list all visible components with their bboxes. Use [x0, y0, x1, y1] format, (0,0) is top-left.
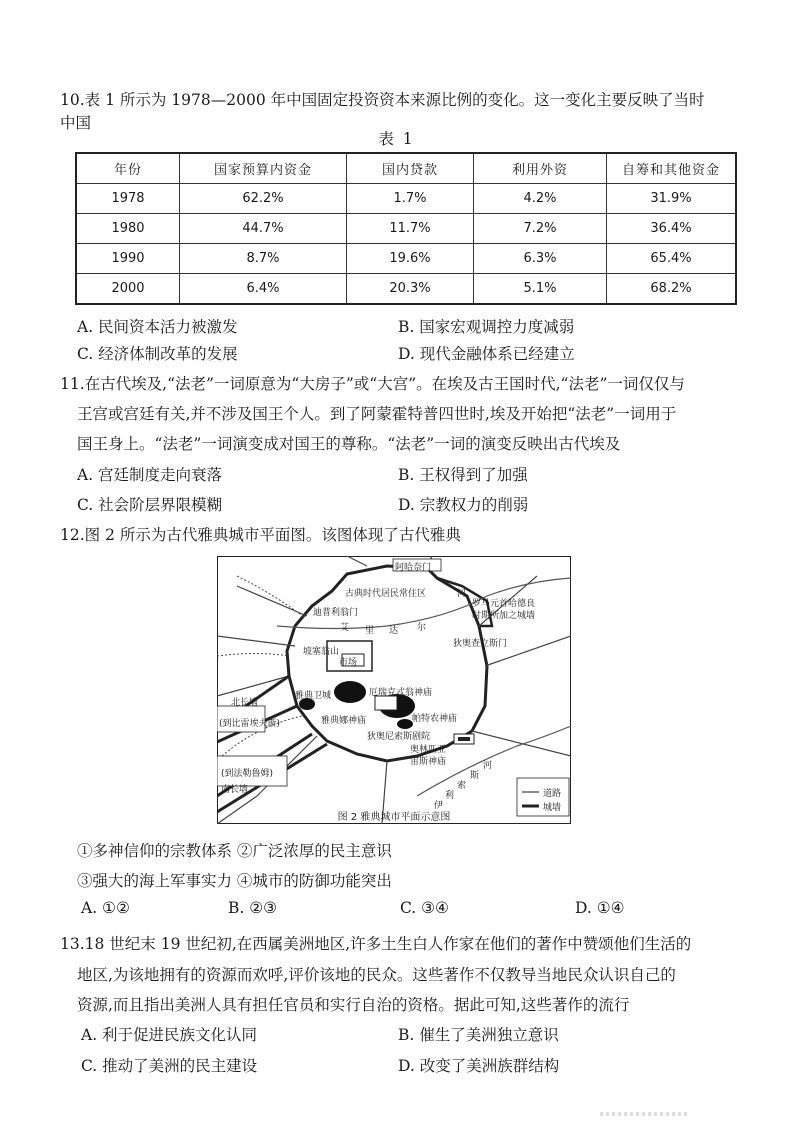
map-label-roman-wall-1: 罗马元首哈德良 [472, 599, 536, 609]
map-label-olympieion-1: 奥林匹亚 [410, 745, 447, 755]
map-label-agora: 市场 [339, 658, 358, 668]
map-legend-road: 道路 [543, 789, 562, 799]
cell: 11.7% [347, 214, 474, 244]
cell: 65.4% [607, 244, 737, 274]
q11-option-b[interactable]: B. 王权得到了加强 [398, 466, 528, 484]
map-legend-wall: 城墙 [543, 803, 562, 813]
map-label-south-long-wall-1: 南长墙 [221, 785, 249, 795]
map-label-erechtheion: 厄瑞克忒翁神庙 [369, 688, 433, 698]
q13-option-d[interactable]: D. 改变了美洲族群结构 [398, 1057, 560, 1075]
header-self-raised: 自筹和其他资金 [607, 153, 737, 184]
q13-option-b[interactable]: B. 催生了美洲独立意识 [398, 1026, 559, 1044]
map-label-eridanos-4: 尔 [417, 623, 427, 633]
cell: 31.9% [607, 184, 737, 214]
q12-stem: 12.图 2 所示为古代雅典城市平面图。该图体现了古代雅典 [60, 526, 461, 544]
map-label-roman-wall-2: 时期所加之城墙 [472, 611, 536, 621]
q10-option-a[interactable]: A. 民间资本活力被激发 [77, 318, 238, 336]
q10-option-b[interactable]: B. 国家宏观调控力度减弱 [398, 318, 575, 336]
cell: 20.3% [347, 274, 474, 305]
map-label-diochares-gate: 狄奥查立斯门 [453, 639, 508, 649]
map-caption: 图 2 雅典城市平面示意图 [337, 812, 451, 823]
investment-source-table [75, 152, 737, 305]
q13-stem-line2: 地区,为该地拥有的资源而欢呼,评价该地的民众。这些著作不仅教导当地民众认识自己的 [77, 966, 676, 984]
map-label-athena-temple: 雅典娜神庙 [321, 716, 367, 726]
map-label-olympieion-2: 宙斯神庙 [410, 757, 447, 767]
cell: 36.4% [607, 214, 737, 244]
q13-option-a[interactable]: A. 利于促进民族文化认同 [81, 1026, 258, 1044]
cell: 8.7% [180, 244, 347, 274]
map-label-ilissos-1: 伊 [434, 801, 444, 811]
header-foreign-capital: 利用外资 [474, 153, 607, 184]
header-year: 年份 [76, 153, 180, 184]
acropolis-shape [334, 681, 366, 703]
q10-stem-line1: 10.表 1 所示为 1978—2000 年中国固定投资资本来源比例的变化。这一变化主要反映了当时 [60, 91, 705, 109]
q11-option-c[interactable]: C. 社会阶层界限模糊 [77, 496, 223, 514]
header-domestic-loans: 国内贷款 [347, 153, 474, 184]
table-header-row [76, 153, 736, 184]
cell: 5.1% [474, 274, 607, 305]
q11-stem-line2: 王宫或宫廷有关,并不涉及国王个人。到了阿蒙霍特普四世时,埃及开始把“法老”一词用于 [77, 405, 677, 423]
q10-stem-line2: 中国 [60, 114, 92, 132]
cell: 1.7% [347, 184, 474, 214]
q12-option-a[interactable]: A. ①② [81, 899, 130, 917]
cell: 2000 [76, 274, 180, 305]
map-label-ilissos-2: 利 [445, 791, 455, 801]
map-label-ilissos-4: 斯 [470, 771, 480, 781]
map-label-dipylon-gate: 迪普利翁门 [313, 608, 359, 618]
map-label-south-long-wall-2: (到法勒鲁姆) [221, 769, 274, 779]
cell: 4.2% [474, 184, 607, 214]
table-row [76, 244, 736, 274]
map-label-ilissos-3: 索 [457, 781, 467, 791]
cell: 6.4% [180, 274, 347, 305]
athens-city-map [217, 556, 571, 824]
table-caption: 表 1 [378, 130, 415, 148]
map-label-parthenon: 帕特农神庙 [412, 714, 458, 724]
map-label-acropolis: 雅典卫城 [295, 691, 332, 701]
map-label-eridanos-2: 里 [365, 626, 375, 636]
q13-option-c[interactable]: C. 推动了美洲的民主建设 [81, 1057, 258, 1075]
map-label-north-long-wall-1: 北长墙 [231, 698, 259, 708]
q12-option-d[interactable]: D. ①④ [575, 899, 625, 917]
cell: 1978 [76, 184, 180, 214]
q12-option-b[interactable]: B. ②③ [228, 899, 278, 917]
q12-statements-line1: ①多神信仰的宗教体系 ②广泛浓厚的民主意识 [77, 842, 392, 860]
cell: 19.6% [347, 244, 474, 274]
map-label-eridanos-3: 达 [389, 626, 399, 636]
map-label-north-long-wall-2: (到比雷埃夫斯) [219, 719, 281, 729]
q13-stem-line3: 资源,而且指出美洲人具有担任官员和实行自治的资格。据此可知,这些著作的流行 [77, 996, 630, 1014]
scan-artifact [600, 1112, 690, 1116]
map-label-ilissos-5: 河 [483, 761, 493, 771]
q12-statements-line2: ③强大的海上军事实力 ④城市的防御功能突出 [77, 872, 392, 890]
map-label-dionysus-theatre: 狄奥尼索斯剧院 [367, 732, 431, 742]
q11-option-a[interactable]: A. 宫廷制度走向衰落 [77, 466, 223, 484]
map-label-pnyx: 坡塞翁山 [303, 647, 340, 657]
cell: 6.3% [474, 244, 607, 274]
map-label-river-he: 河 [457, 589, 467, 599]
q11-stem-line3: 国王身上。“法老”一词演变成对国王的尊称。“法老”一词的演变反映出古代埃及 [77, 435, 621, 453]
q12-option-c[interactable]: C. ③④ [400, 899, 449, 917]
map-label-eridanos-1: 艾 [340, 623, 350, 633]
cell: 44.7% [180, 214, 347, 244]
map-label-classical-zone: 古典时代居民常住区 [345, 589, 427, 599]
q10-option-c[interactable]: C. 经济体制改革的发展 [77, 345, 238, 363]
cell: 68.2% [607, 274, 737, 305]
q11-option-d[interactable]: D. 宗教权力的削弱 [398, 496, 529, 514]
cell: 1990 [76, 244, 180, 274]
cell: 7.2% [474, 214, 607, 244]
q11-stem-line1: 11.在古代埃及,“法老”一词原意为“大房子”或“大宫”。在埃及古王国时代,“法老”一词仅仅与 [60, 375, 685, 393]
table-row [76, 214, 736, 244]
q13-stem-line1: 13.18 世纪末 19 世纪初,在西属美洲地区,许多土生白人作家在他们的著作中赞颂他们生活的 [60, 935, 692, 953]
map-label-acharnian-gate: 阿哈奈门 [395, 563, 432, 573]
table-row [76, 184, 736, 214]
q10-option-d[interactable]: D. 现代金融体系已经建立 [398, 345, 575, 363]
cell: 1980 [76, 214, 180, 244]
table-row [76, 274, 736, 305]
header-state-budget: 国家预算内资金 [180, 153, 347, 184]
cell: 62.2% [180, 184, 347, 214]
